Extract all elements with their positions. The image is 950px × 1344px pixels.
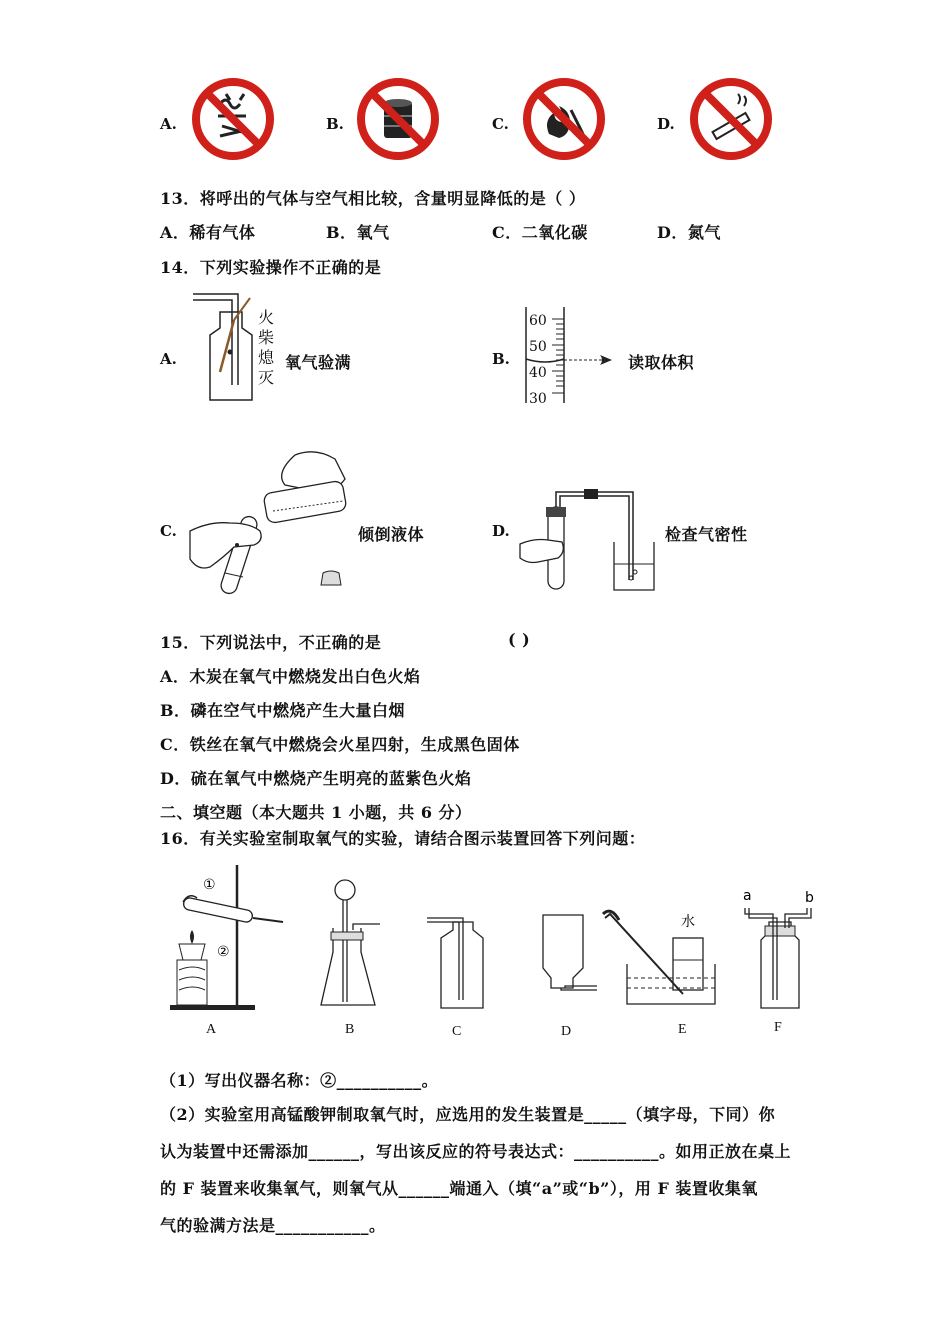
q14-a-letter: A. [160,350,177,368]
q13-option-a: A．稀有气体 [160,223,256,242]
apparatus-label-c: C [452,1024,462,1039]
apparatus-label-d: D [561,1024,572,1039]
mark-one: ① [203,877,216,893]
mark-water: 水 [681,914,695,930]
airtightness-diagram [518,482,668,594]
tick-label: 40 [529,365,547,381]
q14-a-caption: 氧气验满 [285,353,352,372]
q16-stem: 16．有关实验室制取氧气的实验，请结合图示装置回答下列问题： [160,829,646,848]
no-burning-icon [190,76,276,162]
q13-option-b: B．氧气 [326,223,390,242]
q15-stem: 15．下列说法中，不正确的是 [160,633,382,652]
q15-option-d: D．硫在氧气中燃烧产生明亮的蓝紫色火焰 [160,769,472,788]
apparatus-label-b: B [345,1022,355,1037]
apparatus-label-e: E [678,1022,687,1037]
match-note-char: 火 [258,308,275,327]
apparatus-a [170,865,283,1010]
q14-b-letter: B. [492,350,510,368]
q15-option-b: B．磷在空气中燃烧产生大量白烟 [160,701,406,720]
q16-part-2-line-2: 认为装置中还需添加______，写出该反应的符号表达式：__________。如用正放在桌上 [160,1142,792,1161]
option-b-letter: B. [326,115,344,133]
q16-part-2-line-3: 的 F 装置来收集氧气，则氧气从______端通入（填“a”或“b”），用 F 装置收集氧 [160,1179,758,1198]
tick-label: 30 [529,391,547,407]
q14-b-caption: 读取体积 [628,353,695,372]
apparatus-b [321,880,380,1005]
match-note-char: 柴 [258,328,275,347]
mark-two: ② [217,944,230,960]
apparatus-d [543,915,597,990]
q13-option-d: D．氮气 [657,223,721,242]
q14-d-letter: D. [492,522,510,540]
q14-d-caption: 检查气密性 [665,525,748,544]
no-open-flame-icon [521,76,607,162]
q13-option-c: C．二氧化碳 [492,223,588,242]
option-c-letter: C. [492,115,509,133]
section-title: 二、填空题（本大题共 1 小题，共 6 分） [160,803,472,822]
option-d-letter: D. [657,115,675,133]
apparatus-c [427,918,483,1008]
mark-a: a [743,888,752,904]
apparatus-label-f: F [774,1020,782,1035]
q16-part-2-line-1: （2）实验室用高锰酸钾制取氧气时，应选用的发生装置是_____（填字母，下同）你 [160,1105,776,1124]
q15-paren: ( ) [508,630,531,649]
q15-option-a: A．木炭在氧气中燃烧发出白色火焰 [160,667,421,686]
q16-part-2-line-4: 气的验满方法是___________。 [160,1216,386,1235]
q16-part-1: （1）写出仪器名称：②__________。 [160,1071,439,1090]
pouring-liquid-diagram [185,445,355,600]
apparatus-label-a: A [206,1022,217,1037]
apparatus-e [603,911,715,1004]
q14-stem: 14．下列实验操作不正确的是 [160,258,382,277]
tick-label: 60 [529,313,547,329]
cylinder-ticks [529,308,547,412]
q15-option-c: C．铁丝在氧气中燃烧会火星四射，生成黑色固体 [160,735,520,754]
mark-b: b [805,890,814,906]
no-oil-drum-icon [355,76,441,162]
match-note-char: 灭 [258,368,275,387]
apparatus-figure [165,860,825,1020]
no-smoking-icon [688,76,774,162]
option-a-letter: A. [160,115,177,133]
q14-c-caption: 倾倒液体 [358,525,425,544]
match-note-char: 熄 [258,348,275,367]
match-note [258,308,276,388]
tick-label: 50 [529,339,547,355]
apparatus-f [745,908,811,1008]
q14-c-letter: C. [160,522,177,540]
q13-stem: 13．将呼出的气体与空气相比较，含量明显降低的是（ ） [160,189,586,208]
